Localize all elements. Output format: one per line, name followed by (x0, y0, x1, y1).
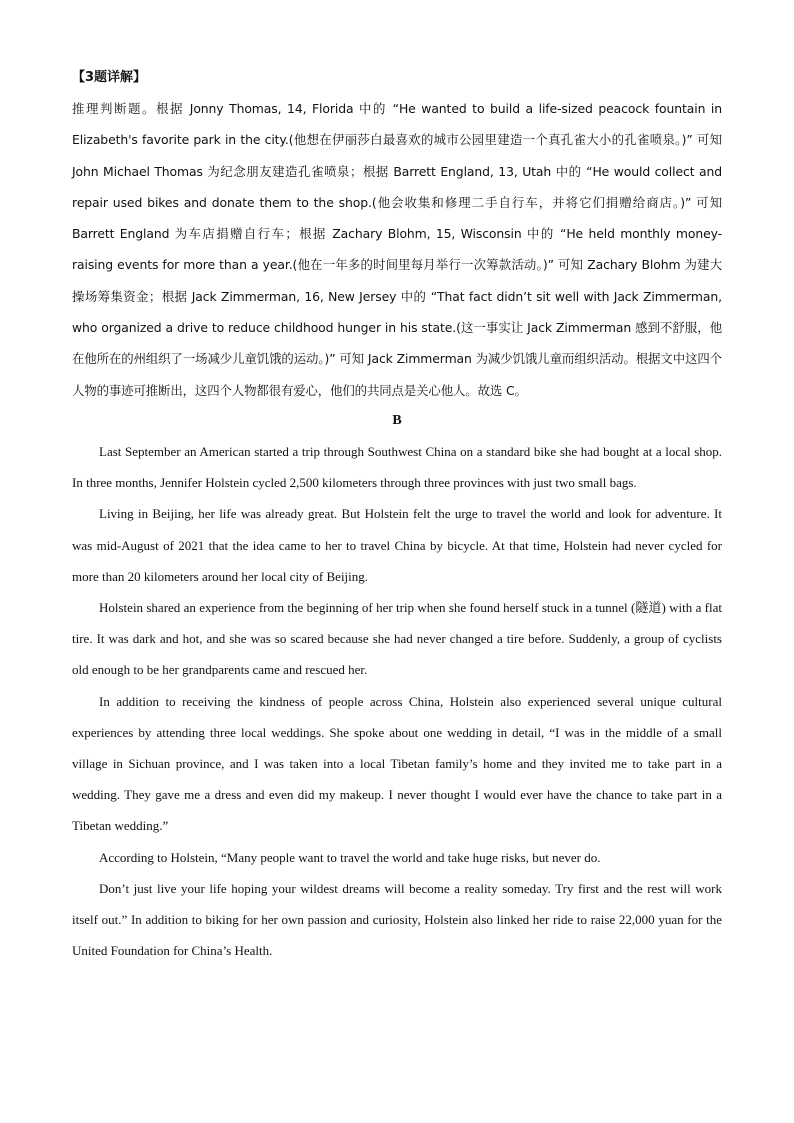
passage-paragraph-4: In addition to receiving the kindness of people across China, Holstein also experienced several unique cultural experiences by attending three local weddings. She spoke about one wedding in detail, “I was in the middle of a small village in Sichuan province, and I was taken into a local Tibetan family’s home and they invited me to take part in a wedding. They gave me a dress and even did my makeup. I never thought I would ever have the chance to take part in a Tibetan wedding.” (72, 693, 722, 834)
explanation-text: 推理判断题。根据 Jonny Thomas, 14, Florida 中的 “He wanted to build a life-sized peacock fountain in Elizabeth's favorite park in the city.(他想在伊丽莎白最喜欢的城市公园里建造一个真孔雀大小的孔雀喷泉。)” 可知 John Michael Thomas 为纪念朋友建造孔雀喷泉；根据 Barrett England, 13, Utah 中的 “He would collect and repair used bikes and donate them to the shop.(他会收集和修理二手自行车，并将它们捐赠给商店。)” 可知 Barrett England 为车店捐赠自行车；根据 Zachary Blohm, 15, Wisconsin 中的 “He held monthly money-raising events for more than a year.(他在一年多的时间里每月举行一次筹款活动。)” 可知 Zachary Blohm 为建大操场筹集资金；根据 Jack Zimmerman, 16, New Jersey 中的 “That fact didn’t sit well with Jack Zimmerman, who organized a drive to reduce childhood hunger in his state.(这一事实让 Jack Zimmerman 感到不舒服，他在他所在的州组织了一场减少儿童饥饿的运动。)” 可知 Jack Zimmerman 为减少饥饿儿童而组织活动。根据文中这四个人物的事迹可推断出，这四个人物都很有爱心，他们的共同点是关心他人。故选 C。 (72, 101, 722, 398)
explanation-label: 【3题详解】 (72, 70, 147, 85)
passage-paragraph-5: According to Holstein, “Many people want to travel the world and take huge risks, but never do. (99, 849, 601, 865)
document-page (72, 62, 722, 966)
passage-paragraph-3: Holstein shared an experience from the beginning of her trip when she found herself stuck in a tunnel (隧道) with a flat tire. It was dark and hot, and she was so scared because she had never changed a tire before. Suddenly, a group of cyclists old enough to be her grandparents came and rescued her. (72, 599, 722, 678)
passage-title: B (392, 412, 402, 428)
passage-paragraph-1: Last September an American started a trip through Southwest China on a standard bike she had bought at a local shop. In three months, Jennifer Holstein cycled 2,500 kilometers through three provinces with just two small bags. (72, 443, 722, 491)
passage-paragraph-6: Don’t just live your life hoping your wildest dreams will become a reality someday. Try first and the rest will work itself out.” In addition to biking for her own passion and curiosity, Holstein also linked her ride to raise 22,000 yuan for the United Foundation for China’s Health. (72, 880, 722, 959)
passage-paragraph-2: Living in Beijing, her life was already great. But Holstein felt the urge to travel the world and look for adventure. It was mid-August of 2021 that the idea came to her to travel China by bicycle. At that time, Holstein had never cycled for more than 20 kilometers around her local city of Beijing. (72, 506, 722, 584)
